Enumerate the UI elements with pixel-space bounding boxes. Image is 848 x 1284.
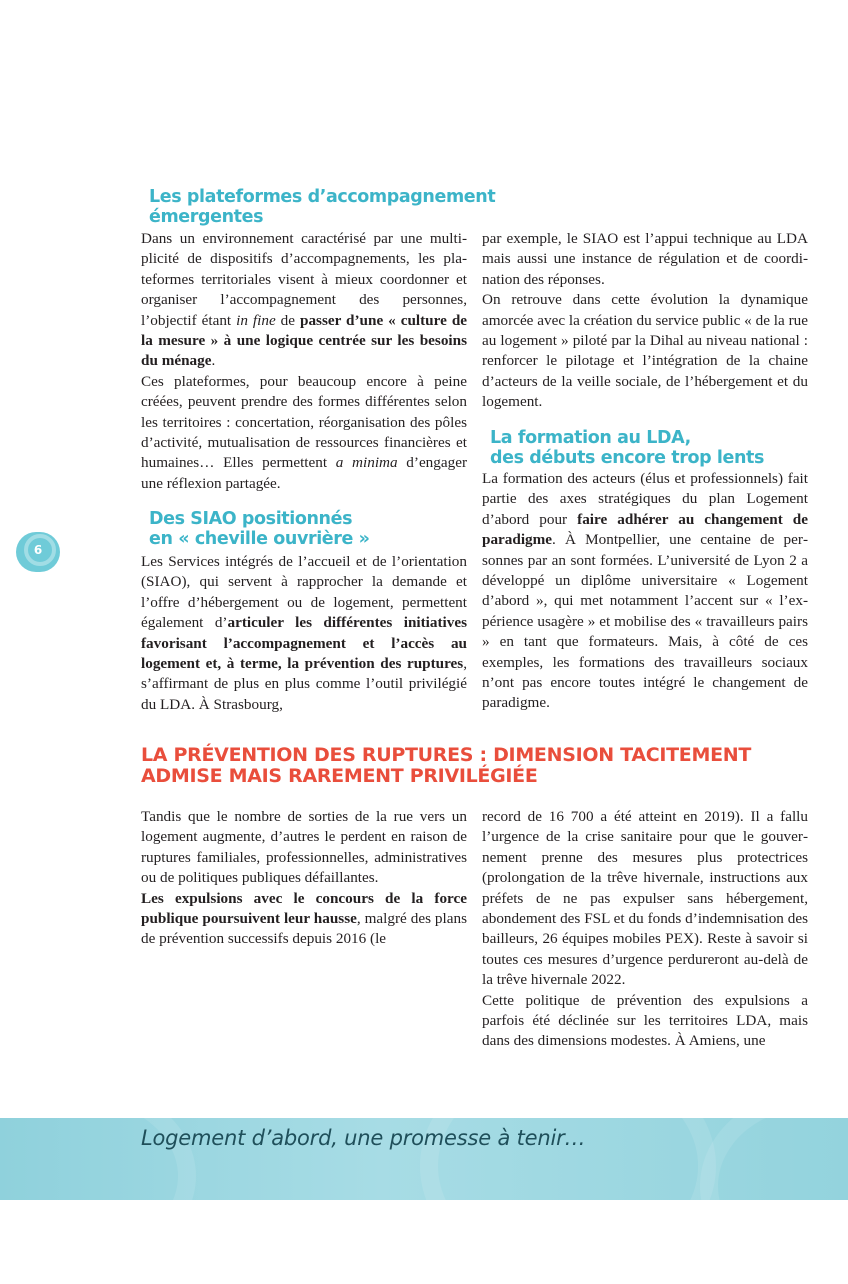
paragraph: Cette politique de prévention des expulsions a parfois été déclinée sur les territoires LDA, mais dans des dimensions modestes. À Amiens, une — [482, 991, 808, 1050]
section-heading-siao — [149, 509, 370, 549]
section-heading-line: ADMISE MAIS RAREMENT PRIVILÉGIÉE — [141, 765, 538, 787]
right-column-upper — [482, 229, 808, 413]
section-heading-line: émergentes — [149, 207, 264, 227]
text-run: . — [211, 352, 216, 370]
left-column-upper — [141, 229, 467, 494]
text-run: Dans un environnement caractérisé par une multiplicité de dispositifs d’accompagnements, les plateformes territoriales visent à mieux coordonner et organiser l’accompagnement des personnes, l’objectif étant — [141, 230, 467, 329]
section-heading-line: en « cheville ouvrière » — [149, 529, 370, 549]
paragraph — [482, 469, 808, 714]
paragraph: On retrouve dans cette évolution la dynamique amorcée avec la création du service public « de la rue au logement » piloté par la Dihal au niveau national : renforcer le pilotage et l’intégration de la chaine d’acteurs de la veille sociale, de l’hébergement et du logement. — [482, 291, 808, 411]
paragraph — [141, 889, 467, 950]
paragraph — [141, 229, 467, 372]
bold-text: faire adhérer au changement de paradigme — [482, 510, 808, 549]
section-heading-line: des débuts encore trop lents — [490, 448, 765, 468]
bold-text: articuler les différentes initiatives favorisant l’accompagnement et l’accès au logement et, à terme, la prévention des ruptures — [141, 614, 467, 673]
text-run: de — [275, 311, 300, 329]
text-run: Ces plateformes, pour beaucoup encore à peine créées, peuvent prendre des formes différentes selon les territoires : concertation, réorganisation des pôles d’activité, mutualisation de ressources financières et humaines… Elles permettent — [141, 372, 467, 472]
paragraph — [141, 372, 467, 494]
left-column-lower — [141, 552, 467, 715]
paragraph — [141, 552, 467, 715]
text-run: . À Montpellier, une centaine de personnes par an sont formées. L’université de Lyon 2 a développé un diplôme universitaire « Logement d’abord », qui met notamment l’accent sur « l’expérience usagère » et mobilise des « travailleurs pairs » en tant que formateurs. Mais, à côté de ces exemples, les formations des travailleurs sociaux n’ont pas encore toutes intégré le changement de paradigme. — [482, 531, 808, 712]
page-number-badge — [16, 532, 60, 572]
section-heading-line: Les plateformes d’accompagnement — [149, 187, 496, 207]
footer-decoration — [0, 1078, 196, 1274]
italic-text: in fine — [236, 311, 276, 329]
text-run: d’engager une réflexion partagée. — [141, 454, 468, 492]
section-heading-line: LA PRÉVENTION DES RUPTURES : DIMENSION TACITEMENT — [141, 744, 752, 766]
page-number: 6 — [33, 543, 43, 557]
bold-text: Les expulsions avec le concours de la force publique poursuivent leur hausse — [141, 889, 467, 928]
text-run: , malgré des plans de prévention successifs depuis 2016 (le — [141, 910, 467, 948]
paragraph: par exemple, le SIAO est l’appui technique au LDA mais aussi une instance de régulation et de coordination des réponses. — [482, 230, 808, 288]
italic-text: a minima — [335, 454, 398, 472]
section-heading-formation — [490, 428, 764, 468]
text-run: , s’affirmant de plus en plus comme l’outil privilégié du LDA. À Strasbourg, — [141, 655, 467, 713]
right-column-lower — [482, 469, 808, 714]
section-heading-plateformes — [149, 187, 495, 227]
paragraph: record de 16 700 a été atteint en 2019). Il a fallu l’urgence de la crise sanitaire pour que le gouvernement prenne des mesures plus protectrices (prolongation de la trêve hivernale, instructions aux préfets de ne pas expulser sans hébergement, abondement des FSL et du fonds d’indemnisation des bailleurs, 26 équipes mobiles PEX). Reste à savoir si toutes ces mesures d’urgence perdureront au-delà de la trêve hivernale 2022. — [482, 808, 808, 989]
prevention-right-column — [482, 807, 808, 1052]
text-run: La formation des acteurs (élus et professionnels) fait partie des axes stratégiques du plan Logement d’abord pour — [482, 470, 808, 528]
prevention-left-column — [141, 807, 467, 950]
footer-decoration — [700, 1088, 848, 1284]
footer-decoration — [420, 1048, 716, 1284]
footer-tagline: Logement d’abord, une promesse à tenir… — [141, 1126, 586, 1150]
bold-text: passer d’une « culture de la mesure » à une logique centrée sur les besoins du ménage — [141, 311, 468, 370]
section-heading-prevention — [141, 745, 751, 787]
paragraph: Tandis que le nombre de sorties de la rue vers un logement augmente, d’autres le perdent en raison de ruptures familiales, professionnelles, administratives ou de politiques publiques défaillantes. — [141, 808, 467, 887]
text-run: Les Services intégrés de l’accueil et de l’orientation (SIAO), qui servent à rapprocher la demande et l’offre d’hébergement ou de logement, permettent également d’ — [141, 553, 467, 632]
section-heading-line: Des SIAO positionnés — [149, 509, 353, 529]
section-heading-line: La formation au LDA, — [490, 428, 691, 448]
